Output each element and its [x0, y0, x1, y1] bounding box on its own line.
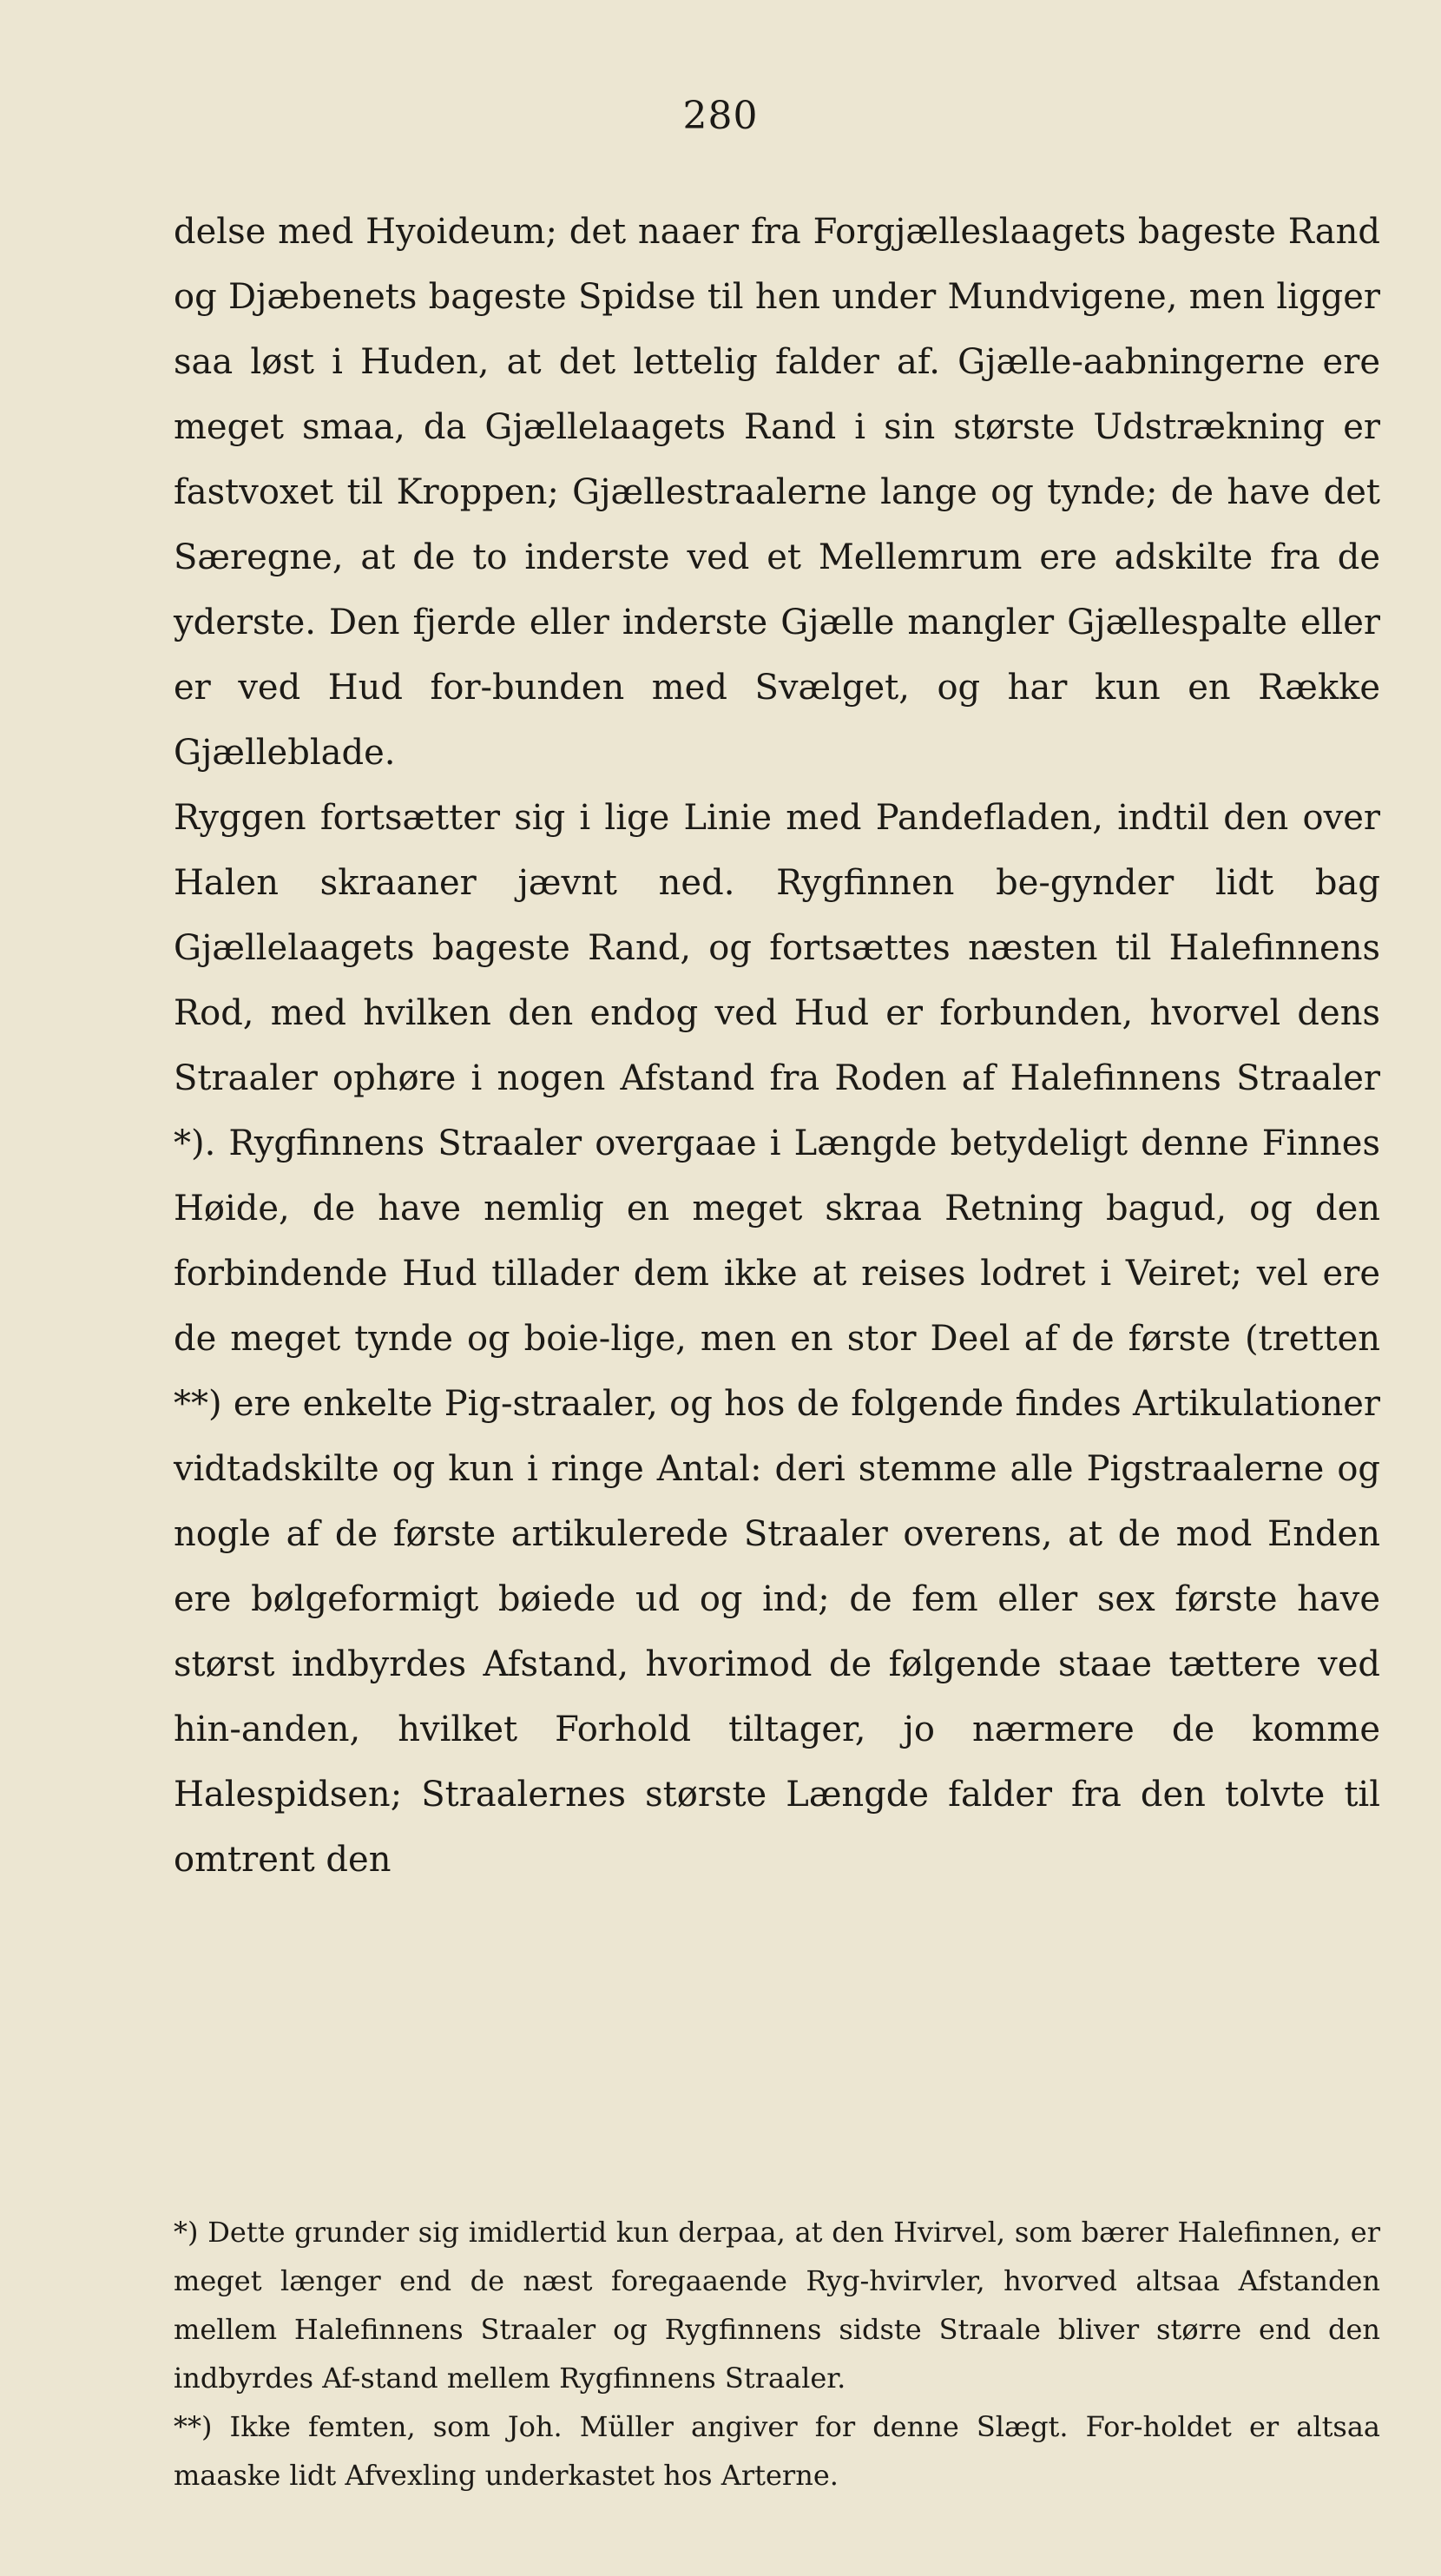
- paragraph-2: Ryggen fortsætter sig i lige Linie med Pandefladen, indtil den over Halen skraaner jævnt ned. Rygfinnen be-gynder lidt bag Gjællelaagets bageste Rand, og fortsættes næsten til Halefinnens Rod, med hvilken den endog ved Hud er forbunden, hvorvel dens Straaler ophøre i nogen Afstand fra Roden af Halefinnens Straaler *). Rygfinnens Straaler overgaae i Længde betydeligt denne Finnes Høide, de have nemlig en meget skraa Retning bagud, og den forbindende Hud tillader dem ikke at reises lodret i Veiret; vel ere de meget tynde og boie-lige, men en stor Deel af de første (tretten **) ere enkelte Pig-straaler, og hos de folgende findes Artikulationer vidtadskilte og kun i ringe Antal: deri stemme alle Pigstraalerne og nogle af de første artikulerede Straaler overens, at de mod Enden ere bølgeformigt bøiede ud og ind; de fem eller sex første have størst indbyrdes Afstand, hvorimod de følgende staae tættere ved hin-anden, hvilket Forhold tiltager, jo nærmere de komme Halespidsen; Straalernes største Længde falder fra den tolvte til omtrent den: [174, 798, 1380, 1880]
- page-number: 280: [682, 94, 759, 138]
- footnote-1: *) Dette grunder sig imidlertid kun derpaa, at den Hvirvel, som bærer Halefinnen, er meget længer end de næst foregaaende Ryg-hvirvler, hvorved altsaa Afstanden mellem Halefinnens Straaler og Rygfinnens sidste Straale bliver større end den indbyrdes Af-stand mellem Rygfinnens Straaler.: [174, 2216, 1380, 2395]
- paragraph-1: delse med Hyoideum; det naaer fra Forgjælleslaagets bageste Rand og Djæbenets bageste Spidse til hen under Mundvigene, men ligger saa løst i Huden, at det lettelig falder af. Gjælle-aabningerne ere meget smaa, da Gjællelaagets Rand i sin største Udstrækning er fastvoxet til Kroppen; Gjællestraalerne lange og tynde; de have det Særegne, at de to inderste ved et Mellemrum ere adskilte fra de yderste. Den fjerde eller inderste Gjælle mangler Gjællespalte eller er ved Hud for-bunden med Svælget, og har kun en Række Gjælleblade.: [174, 212, 1380, 773]
- footnotes: [174, 2208, 1380, 2500]
- footnote-2: **) Ikke femten, som Joh. Müller angiver for denne Slægt. For-holdet er altsaa maaske lidt Afvexling underkastet hos Arterne.: [174, 2410, 1380, 2492]
- body-text: [174, 200, 1380, 1893]
